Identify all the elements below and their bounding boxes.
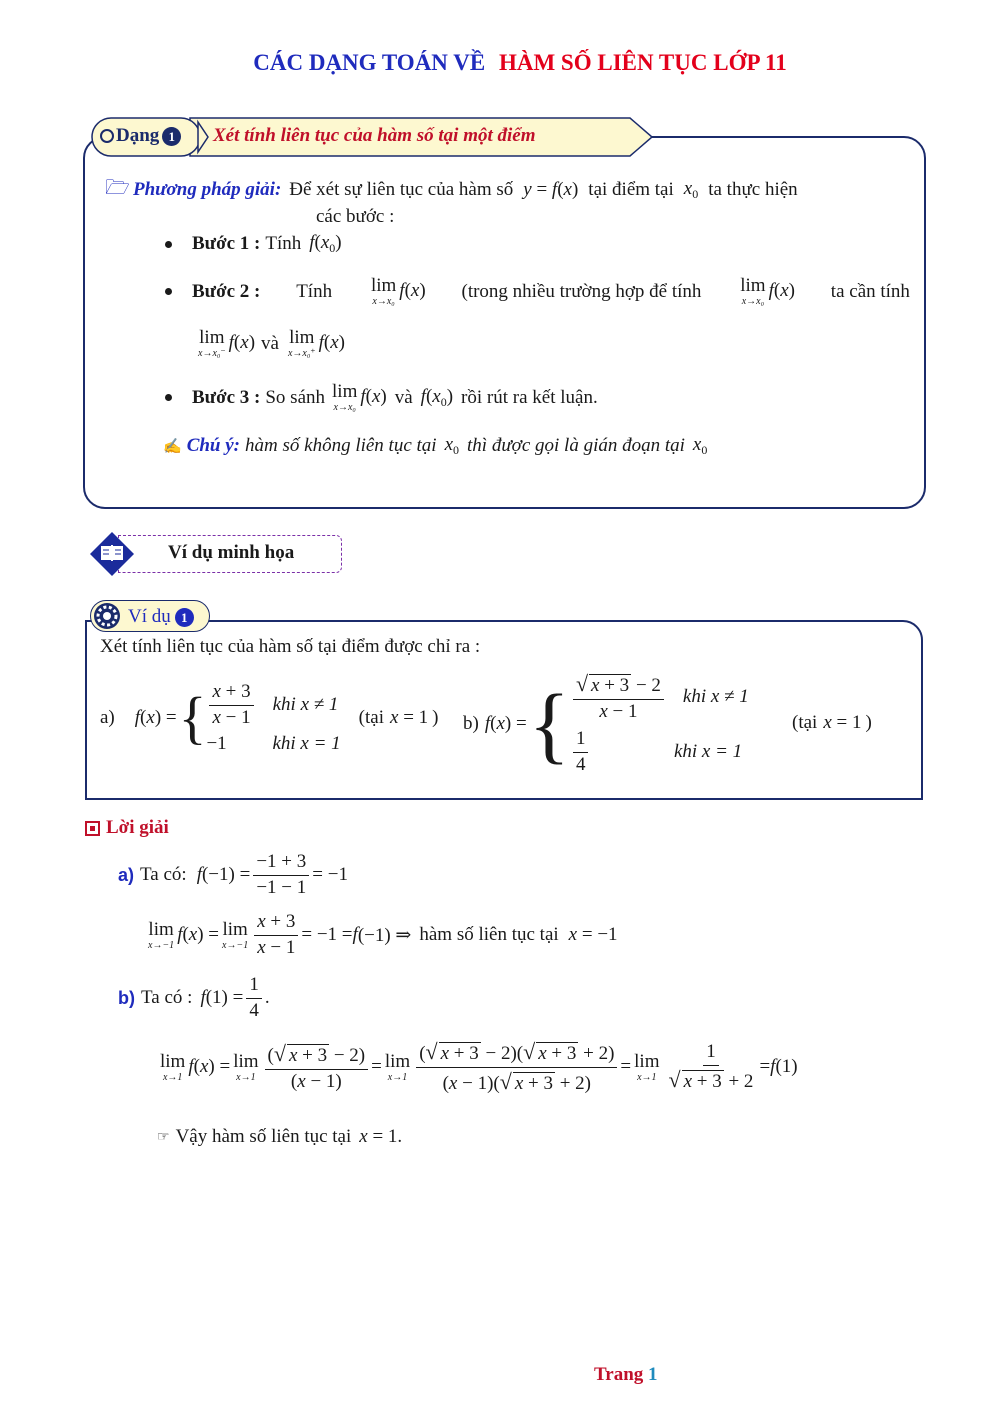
solution-a-text: Ta có: (140, 864, 187, 886)
method-intro2: tại điểm tại (588, 179, 674, 200)
step-3 (165, 382, 598, 413)
example-label: Ví dụ (128, 606, 171, 627)
math-lim-left: lim x→x₀⁻ f(x) (198, 327, 256, 359)
solution-b-line2 (157, 1040, 798, 1095)
example-a-label: a) (100, 707, 115, 729)
example-label-group (128, 606, 194, 628)
step2-label: Bước 2 : (192, 280, 261, 302)
example-b-tai (792, 712, 872, 734)
example-b (463, 672, 749, 776)
math-b-2: lim x→1 f ( x ) = lim x→1 $\frac{(√ x + 3 - 2)}{(x - 1)}$ = lim x→1 $\frac{(√ x + 3 - 2)(√ x + 3 + 2)}{(x - 1)(√ x + 3 + 2)}$ = lim x→1 $\frac{1}{√ x + 3 + 2}$ = f (1) (160, 1039, 798, 1094)
bullet-icon (165, 288, 172, 295)
note-label: Chú ý: (186, 435, 241, 456)
tai-open-a: (tại (358, 707, 384, 729)
math-x-eq-1-final: x = 1. (359, 1126, 403, 1147)
circle-outline-icon (100, 129, 114, 143)
tai-close-b: ) (865, 712, 872, 733)
math-x-eq-1-b: x = 1 (823, 712, 862, 733)
solution-label: Lời giải (106, 817, 169, 838)
math-lim-right: lim x→x₀⁺ f(x) (287, 327, 345, 359)
solution-b-line1 (118, 975, 270, 1022)
folder-open-icon: 🗁 (105, 177, 130, 199)
note-mid: thì được gọi là gián đoạn tại (467, 435, 685, 456)
solution-a-conclusion: hàm số liên tục tại (419, 924, 559, 946)
khi-ne-b: khi x ≠ 1 (682, 686, 749, 708)
step-2-limits (195, 328, 345, 359)
math-lim-fx-3: lim x→x₀ f(x) (332, 381, 387, 413)
step2-text: Tính (296, 280, 333, 302)
dang-label: Dạng (116, 125, 160, 146)
example-header: Ví dụ minh họa (168, 542, 295, 563)
pen-icon: ✍ (163, 438, 182, 455)
math-x-eq-1-a: x = 1 (390, 707, 429, 729)
khi-eq-a: khi x = 1 (272, 732, 341, 754)
solution-b-label: b) (118, 987, 135, 1008)
dang-label-group (100, 125, 181, 147)
step3-and: và (394, 386, 413, 408)
solution-b-text: Ta có : (141, 987, 193, 1009)
footer-page-number: 1 (648, 1364, 658, 1385)
solution-header (85, 817, 169, 839)
step3-label: Bước 3 : (192, 386, 261, 408)
title-part2: HÀM SỐ LIÊN TỤC LỚP 11 (498, 50, 787, 75)
solution-a-line2 (145, 912, 618, 959)
piecewise-b: $\frac{√ x + 3 - 2}{x - 1}$ khi x ≠ 1 $\frac{1}{4}$ khi x = 1 (570, 672, 749, 776)
dang-number-badge: 1 (162, 127, 181, 146)
checkbox-icon (85, 821, 100, 836)
math-b-1: f (1) = $\frac{1}{4}$ . (200, 974, 270, 1021)
book-icon (88, 530, 136, 578)
footer-label: Trang (594, 1364, 644, 1385)
solution-a-label: a) (118, 864, 135, 885)
math-x0-3: $x_0$ (692, 434, 708, 457)
tai-close-a: ) (432, 707, 439, 729)
note-line (163, 434, 707, 458)
math-lim-fx: lim x→x₀ f(x) (370, 275, 426, 307)
tai-open-b: (tại (792, 712, 818, 733)
solution-a-line1 (118, 852, 348, 899)
example-b-label: b) (463, 712, 479, 734)
math-fx0-2: $f(x_0)$ (420, 385, 454, 409)
dang-heading: Xét tính liên tục của hàm số tại một điểm (213, 125, 536, 146)
solution-final-text: Vậy hàm số liên tục tại (175, 1126, 352, 1147)
step1-label: Bước 1 : (192, 233, 261, 254)
method-line (105, 173, 910, 207)
khi-eq-b: khi x = 1 (673, 741, 743, 763)
piecewise-brace-a: { (178, 685, 207, 751)
step3-end: rồi rút ra kết luận. (461, 386, 598, 408)
math-fx-def-b: f(x) = (484, 712, 527, 734)
math-x0-2: $x_0$ (444, 434, 460, 457)
math-fx0: $f(x_0)$ (309, 232, 342, 255)
example-number-badge: 1 (175, 608, 194, 627)
step3-text: So sánh (265, 386, 326, 408)
math-fx-def-a: f(x) = (134, 707, 177, 729)
math-a-2: lim x→−1 f ( x ) = lim x→−1 $\frac{x + 3}{x - 1}$ = −1 = f (−1) ⇒ (148, 911, 412, 958)
example-prompt: Xét tính liên tục của hàm số tại điểm được chỉ ra : (100, 636, 481, 657)
example-a (100, 682, 438, 755)
math-a-1: f (−1) = $\frac{-1 + 3}{-1 - 1}$ = −1 (196, 851, 348, 898)
math-lim-fx-2: lim x→x₀ f(x) (740, 275, 795, 307)
bullet-icon (165, 241, 172, 248)
title-part1: CÁC DẠNG TOÁN VỀ (253, 50, 486, 75)
math-x0: $x_0$ (683, 178, 699, 201)
page-footer (594, 1364, 658, 1386)
note-text: hàm số không liên tục tại (245, 435, 437, 456)
step2-mid: (trong nhiều trường hợp để tính (461, 280, 702, 302)
piecewise-brace-b: { (528, 675, 570, 772)
step2-end: ta cần tính (830, 280, 910, 302)
method-intro3: ta thực hiện (708, 179, 798, 200)
solution-final (157, 1126, 402, 1148)
step-1 (165, 232, 342, 256)
page-title (0, 50, 1000, 76)
step-2 (165, 276, 910, 307)
step2-and: và (261, 332, 279, 354)
math-x-eq-neg1: x = −1 (568, 924, 618, 946)
pointing-hand-icon: ☞ (157, 1129, 170, 1145)
math-y-fx: y = f(x) (523, 179, 579, 200)
khi-ne-a: khi x ≠ 1 (272, 694, 339, 716)
piecewise-a: $\frac{x + 3}{x - 1}$ khi x ≠ 1 −1 khi x = 1 (206, 681, 341, 754)
method-label: Phương pháp giải: (133, 179, 282, 200)
step1-text: Tính (265, 233, 302, 254)
bullet-icon (165, 394, 172, 401)
gear-icon (92, 601, 122, 631)
method-intro: Để xét sự liên tục của hàm số (289, 179, 514, 200)
method-intro-cont: các bước : (316, 206, 395, 227)
